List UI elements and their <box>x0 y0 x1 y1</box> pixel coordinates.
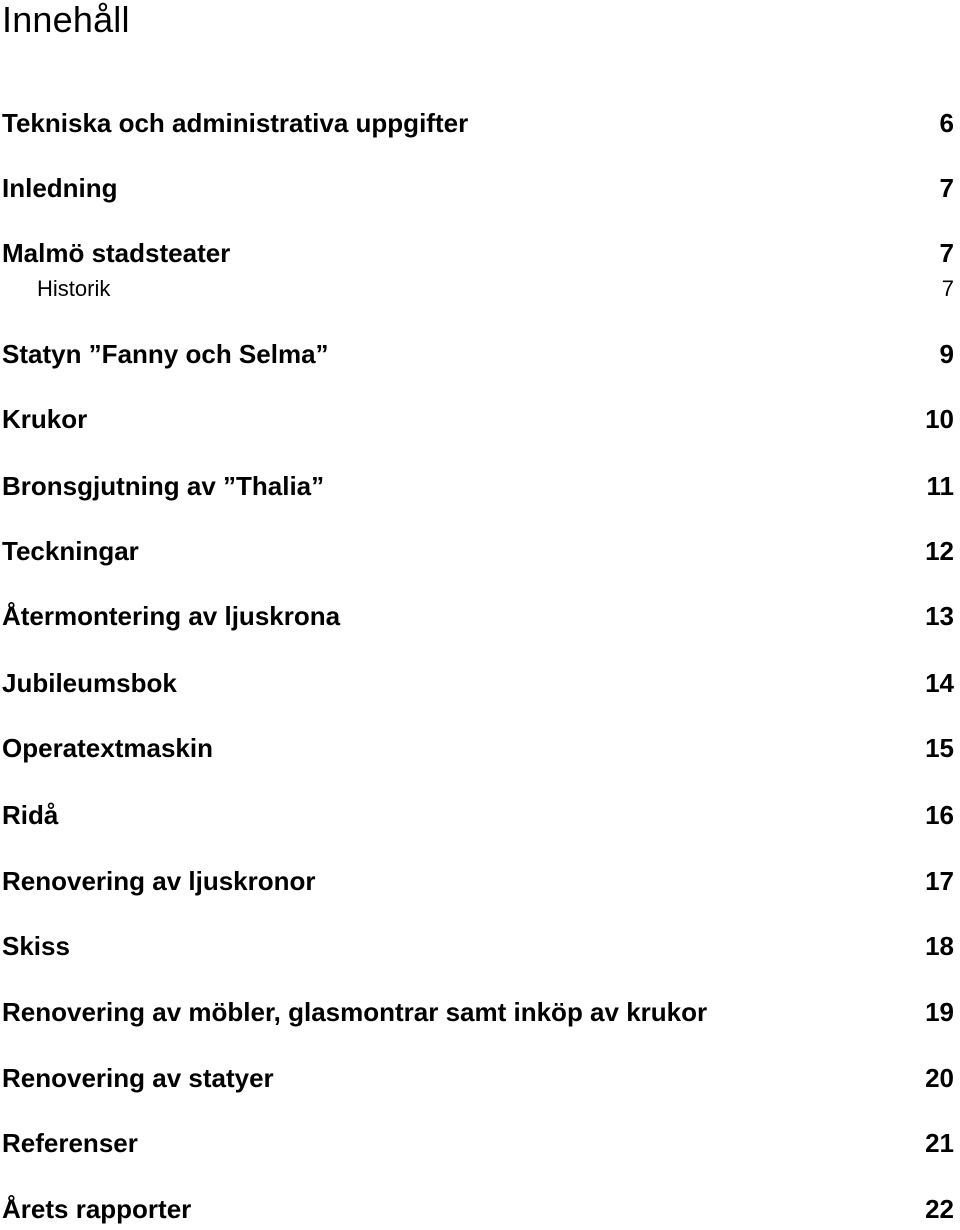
toc-entry-page-number: 12 <box>925 536 954 566</box>
toc-entry-page-number: 22 <box>925 1194 954 1224</box>
toc-entry-page-number: 21 <box>925 1128 954 1158</box>
toc-entry-label: Teckningar <box>2 536 139 566</box>
toc-entry[interactable] <box>2 106 954 140</box>
toc-entry-page-number: 20 <box>925 1063 954 1093</box>
toc-entry[interactable] <box>2 534 954 568</box>
toc-entry-page-number: 17 <box>925 866 954 896</box>
toc-entry[interactable] <box>2 402 954 436</box>
toc-entry-page-number: 19 <box>925 997 954 1027</box>
toc-entry[interactable] <box>2 1126 954 1160</box>
toc-entry-label: Referenser <box>2 1128 138 1158</box>
toc-entry-label: Återmontering av ljuskrona <box>2 601 341 631</box>
toc-entry[interactable] <box>2 798 954 832</box>
toc-entry-label: Statyn ”Fanny och Selma” <box>2 339 329 369</box>
toc-entry[interactable] <box>2 1192 954 1226</box>
toc-entry-label: Bronsgjutning av ”Thalia” <box>2 471 325 501</box>
toc-entry-label: Renovering av ljuskronor <box>2 866 316 896</box>
toc-entry[interactable] <box>2 1061 954 1095</box>
toc-subentry-page-number: 7 <box>941 276 954 301</box>
toc-entry-label: Årets rapporter <box>2 1194 192 1224</box>
toc-entry-label: Renovering av statyer <box>2 1063 274 1093</box>
page-title: Innehåll <box>2 0 130 40</box>
toc-entry-label: Tekniska och administrativa uppgifter <box>2 108 469 138</box>
toc-entry[interactable] <box>2 995 954 1029</box>
toc-entry-page-number: 15 <box>925 733 954 763</box>
toc-entry[interactable] <box>2 731 954 765</box>
toc-entry[interactable] <box>2 337 954 371</box>
toc-entry[interactable] <box>2 929 954 963</box>
toc-entry-label: Ridå <box>2 800 59 830</box>
toc-entry-page-number: 7 <box>939 238 954 268</box>
toc-entry[interactable] <box>2 469 954 503</box>
toc-entry[interactable] <box>2 666 954 700</box>
toc-subentry-label: Historik <box>37 276 111 301</box>
toc-entry-page-number: 14 <box>925 668 954 698</box>
toc-entry[interactable] <box>2 864 954 898</box>
toc-entry-page-number: 7 <box>939 173 954 203</box>
toc-entry-label: Malmö stadsteater <box>2 238 231 268</box>
toc-entry-page-number: 10 <box>925 404 954 434</box>
toc-entry-page-number: 11 <box>926 471 954 501</box>
toc-entry-page-number: 18 <box>925 931 954 961</box>
toc-entry-label: Skiss <box>2 931 70 961</box>
toc-entry-label: Jubileumsbok <box>2 668 177 698</box>
toc-entry-label: Operatextmaskin <box>2 733 213 763</box>
toc-entry-page-number: 6 <box>939 108 954 138</box>
toc-entry-label: Renovering av möbler, glasmontrar samt inköp av krukor <box>2 997 708 1027</box>
toc-entry-label: Inledning <box>2 173 118 203</box>
toc-entry-page-number: 13 <box>925 601 954 631</box>
toc-entry[interactable] <box>2 599 954 633</box>
toc-entry-page-number: 9 <box>939 339 954 369</box>
toc-entry-label: Krukor <box>2 404 88 434</box>
toc-entry[interactable] <box>2 171 954 205</box>
toc-subentry[interactable] <box>37 274 954 304</box>
toc-entry[interactable] <box>2 236 954 270</box>
toc-entry-page-number: 16 <box>925 800 954 830</box>
